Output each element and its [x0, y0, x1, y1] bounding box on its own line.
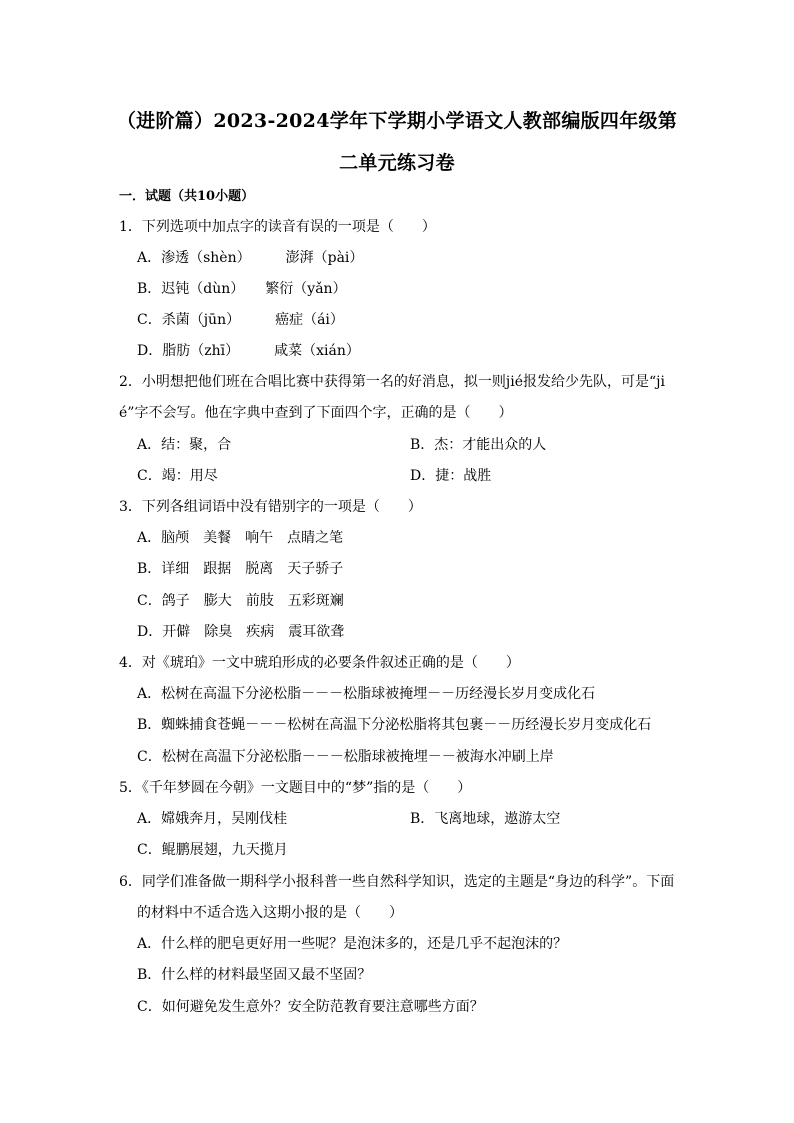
question-3-option-b: B．详细 跟据 脱离 天子骄子: [137, 561, 344, 577]
question-5-stem: 5．《千年梦圆在今朝》一文题目中的“梦”指的是（ ）: [119, 780, 472, 796]
question-1-option-d: D．脂肪（zhī） 咸菜（xián）: [137, 343, 360, 359]
question-4-option-b: B．蜘蛛捕食苍蝇－－－松树在高温下分泌松脂将其包裹－－历经漫长岁月变成化石: [137, 717, 652, 733]
question-6-stem-continued: 的材料中不适合选入这期小报的是（ ）: [137, 905, 403, 921]
question-1-option-c: C．杀菌（jūn） 癌症（ái）: [137, 312, 344, 328]
question-2-stem: 2．小明想把他们班在合唱比赛中获得第一名的好消息，拟一则jié报发给少先队，可是“ji: [119, 374, 665, 390]
question-2-option-d: D．捷：战胜: [410, 468, 492, 484]
question-6-option-c: C．如何避免发生意外？安全防范教育要注意哪些方面？: [137, 999, 484, 1015]
question-3-option-d: D．开僻 除臭 疾病 震耳欲聋: [137, 624, 345, 640]
section-heading: 一．试题（共10小题）: [119, 189, 255, 204]
question-2-option-c: C．竭：用尽: [137, 468, 218, 484]
question-1-option-b: B．迟钝（dùn） 繁衍（yǎn）: [137, 281, 347, 297]
question-2-option-a: A．结：聚，合: [137, 437, 232, 453]
question-5-option-b: B．飞离地球，遨游太空: [410, 811, 561, 827]
question-2-stem-continued: é”字不会写。他在字典中查到了下面四个字，正确的是（ ）: [119, 405, 513, 421]
question-5-option-a: A．嫦娥奔月，吴刚伐桂: [137, 811, 288, 827]
question-2-option-b: B．杰：才能出众的人: [410, 437, 547, 453]
question-6-option-b: B．什么样的材料最坚固又最不坚固？: [137, 967, 372, 983]
question-4-stem: 4．对《琥珀》一文中琥珀形成的必要条件叙述正确的是（ ）: [119, 655, 520, 671]
question-5-option-c: C．鲲鹏展翅，九天揽月: [137, 842, 288, 858]
page-title-line-1: （进阶篇）2023-2024学年下学期小学语文人教部编版四年级第: [116, 110, 678, 132]
page-title-line-2: 二单元练习卷: [339, 152, 455, 174]
question-6-stem: 6．同学们准备做一期科学小报科普一些自然科学知识，选定的主题是“身边的科学”。下面: [119, 874, 675, 890]
question-3-stem: 3．下列各组词语中没有错别字的一项是（ ）: [119, 499, 422, 515]
question-6-option-a: A．什么样的肥皂更好用一些呢？是泡沫多的，还是几乎不起泡沫的？: [137, 936, 568, 952]
question-4-option-a: A．松树在高温下分泌松脂－－－松脂球被掩埋－－历经漫长岁月变成化石: [137, 686, 596, 702]
question-3-option-a: A．脑颅 美餐 响午 点睛之笔: [137, 530, 344, 546]
question-3-option-c: C．鸽子 膨大 前肢 五彩斑斓: [137, 593, 344, 609]
question-1-stem: 1．下列选项中加点字的读音有误的一项是（ ）: [119, 219, 436, 235]
question-4-option-c: C．松树在高温下分泌松脂－－－松脂球被掩埋－－被海水冲刷上岸: [137, 749, 554, 765]
question-1-option-a: A．渗透（shèn） 澎湃（pài）: [137, 250, 364, 266]
